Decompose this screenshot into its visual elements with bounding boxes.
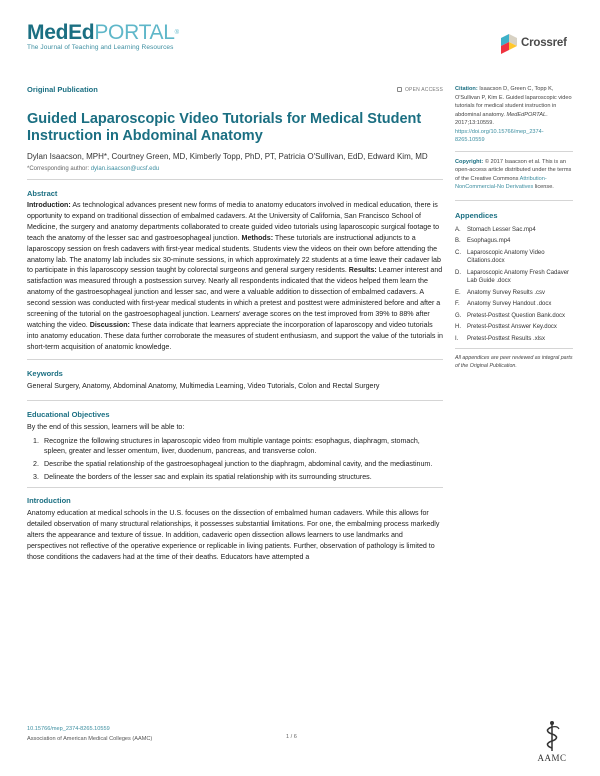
appendix-item[interactable] bbox=[455, 289, 573, 298]
introduction-text: Anatomy education at medical schools in the U.S. focuses on the dissection of embalmed human cadavers. While this allows for detailed observation of many structural relationships, it possesses substantial limitations. For one, the embalming process markedly alters the appearance and texture of tissue. In addition, cadaveric open dissection allows learners to use landmarks and perspectives not reflective of the operative experience or replicable in living patients. Further, observation of pathology is limited to those conditions the cadavers had at the time of their deaths. Educators have attempted a bbox=[27, 509, 440, 561]
crossref-icon bbox=[499, 30, 519, 54]
divider bbox=[27, 179, 443, 180]
copyright-end: license. bbox=[533, 184, 554, 190]
copyright-block bbox=[455, 158, 573, 192]
abstract-results-text: Learner interest and satisfaction was measured through a postsession survey. Nearly all respondents indicated that the videos helped them learn the anatomy of the gastroesophageal junction and lesser sac, and were a valuable addition to dissection of embalmed cadavers. A second session was conducted with first-year medical students in which a pretest and posttest were administered before and after a screening of the tutorial on the gastroesophageal junction. Learners' average scores on the test improved from 39% to 88% after watching the video. bbox=[27, 266, 443, 329]
abstract-discussion-label: Discussion: bbox=[89, 320, 130, 329]
crossref-label: Crossref bbox=[521, 37, 567, 49]
citation-block bbox=[455, 85, 573, 145]
main-column bbox=[27, 85, 443, 563]
list-item bbox=[27, 472, 443, 483]
aamc-label: AAMC bbox=[537, 753, 567, 763]
appendix-item[interactable] bbox=[455, 226, 573, 235]
citation-label: Citation: bbox=[455, 86, 478, 92]
appendix-name: Pretest-Posttest Answer Key.docx bbox=[467, 324, 557, 330]
author-list: Dylan Isaacson, MPH*, Courtney Green, MD, Kimberly Topp, PhD, PT, Patricia O'Sullivan, EdD, Edward Kim, MD bbox=[27, 152, 428, 161]
appendix-name: Pretest-Posttest Results .xlsx bbox=[467, 335, 546, 342]
appendix-item[interactable] bbox=[455, 269, 573, 286]
page-header bbox=[0, 0, 600, 70]
appendix-item[interactable] bbox=[455, 249, 573, 266]
logo-registered-mark: ® bbox=[174, 30, 179, 36]
section-type: Original Publication bbox=[27, 85, 98, 94]
objective-text: Recognize the following structures in laparoscopic video from multiple vantage points: esophagus, diaphragm, stomach, spleen, greater and lesser omentum, liver, duodenum, pancreas, and transverse colon. bbox=[44, 436, 420, 456]
corresponding-label: *Corresponding author: bbox=[27, 166, 91, 172]
abstract-methods-text: These tutorials are instructional adjuncts to a laparoscopy session on fresh cadavers with first-year medical students. Students view the videos on their own before attending the anatomy lab. The anatomy lab includes six 30-minute sessions, in which approximately 22 students at a time leave their cadaver lab to participate in this laparoscopy session taught by colorectal surgeons and general surgery residents. bbox=[27, 233, 441, 275]
abstract-intro-text: As technological advances present new forms of media to anatomy educators involved in medical education, there is opportunity to expand on traditional dissection of embalmed cadavers. At the University of California, San Francisco School of Medicine, the surgery and anatomy departments collaborated to create guided video tutorials using laparoscopic surgical footage to teach the anatomy of the lesser sac and gastroesophageal junction. bbox=[27, 201, 440, 242]
aamc-logo bbox=[528, 720, 576, 765]
license-link[interactable]: Attribution-NonCommercial-No Derivatives bbox=[455, 175, 547, 190]
mededportal-logo[interactable] bbox=[27, 22, 179, 51]
appendix-name: Anatomy Survey Results .csv bbox=[467, 289, 546, 296]
appendix-item[interactable] bbox=[455, 300, 573, 309]
objectives-list bbox=[27, 436, 443, 484]
objective-number: 1. bbox=[33, 436, 39, 445]
appendix-item[interactable] bbox=[455, 312, 573, 321]
appendix-name: Anatomy Survey Handout .docx bbox=[467, 301, 552, 307]
objectives-heading: Educational Objectives bbox=[27, 409, 110, 419]
appendix-letter: E. bbox=[455, 289, 461, 296]
appendix-letter: F. bbox=[455, 301, 460, 307]
objective-text: Describe the spatial relationship of the gastroesophageal junction to the diaphragm, abdominal cavity, and the mediastinum. bbox=[44, 460, 433, 469]
page-footer bbox=[27, 724, 152, 744]
corresponding-author bbox=[27, 166, 443, 172]
caduceus-icon bbox=[528, 720, 576, 752]
logo-portal-text: PORTAL bbox=[94, 21, 175, 44]
appendices-note: All appendices are peer reviewed as integral parts of the Original Publication. bbox=[455, 355, 573, 369]
abstract-discussion-text: These data indicate that learners appreciate the incorporation of laparoscopy and video tutorials into anatomy education. These data further corroborate the measures of student enthusiasm, and support the value of the tutorials in short-term acquisition of anatomic knowledge. bbox=[27, 320, 443, 351]
divider bbox=[27, 400, 443, 401]
list-item bbox=[27, 436, 443, 458]
objective-number: 3. bbox=[33, 473, 39, 482]
footer-org: Association of American Medical Colleges (AAMC) bbox=[27, 736, 153, 742]
appendices-list bbox=[455, 226, 573, 344]
divider bbox=[455, 200, 573, 201]
open-access-label: OPEN ACCESS bbox=[404, 87, 443, 93]
citation-doi-link[interactable]: https://doi.org/10.15766/mep_2374-8265.10559 bbox=[455, 128, 544, 143]
objective-number: 2. bbox=[33, 460, 39, 469]
appendices-heading: Appendices bbox=[455, 210, 498, 220]
appendix-letter: G. bbox=[455, 312, 462, 319]
citation-journal: MedEdPORTAL bbox=[506, 111, 547, 118]
logo-med-text: MedEd bbox=[27, 21, 95, 44]
open-access-badge bbox=[397, 87, 443, 93]
appendix-letter: B. bbox=[455, 238, 461, 244]
copyright-label: Copyright: bbox=[455, 158, 484, 165]
appendix-item[interactable] bbox=[455, 323, 573, 332]
lock-open-icon bbox=[397, 87, 402, 92]
divider bbox=[27, 359, 443, 360]
objective-text: Delineate the borders of the lesser sac and explain its spatial relationship with its surrounding structures. bbox=[44, 473, 372, 482]
abstract-results-label: Results: bbox=[348, 266, 377, 275]
appendix-letter: I. bbox=[455, 335, 459, 342]
appendix-item[interactable] bbox=[455, 335, 573, 344]
appendix-name: Laparoscopic Anatomy Fresh Cadaver Lab Guide .docx bbox=[467, 269, 570, 284]
divider bbox=[455, 348, 573, 349]
page-number: 1 / 6 bbox=[286, 734, 297, 740]
keywords-text: General Surgery, Anatomy, Abdominal Anatomy, Multimedia Learning, Video Tutorials, Colon and Rectal Surgery bbox=[27, 381, 380, 390]
abstract-text bbox=[27, 200, 443, 353]
citation-text: Isaacson D, Green C, Topp K, O'Sullivan P, Kim E. Guided laparoscopic video tutorials for medical student instruction in abdominal anatomy. bbox=[455, 86, 572, 118]
appendix-name: Esophagus.mp4 bbox=[467, 238, 511, 244]
divider bbox=[455, 151, 573, 152]
abstract-methods-label: Methods: bbox=[241, 233, 274, 242]
copyright-text: © 2017 Isaacson et al. This is an open-access article distributed under the terms of the Creative Commons bbox=[455, 158, 572, 182]
appendix-letter: D. bbox=[455, 269, 461, 276]
appendix-name: Stomach Lesser Sac.mp4 bbox=[467, 226, 536, 233]
divider bbox=[27, 487, 443, 488]
appendix-letter: A. bbox=[455, 226, 461, 233]
abstract-heading: Abstract bbox=[27, 189, 58, 198]
sidebar bbox=[455, 85, 573, 370]
appendix-name: Pretest-Posttest Question Bank.docx bbox=[467, 312, 566, 319]
crossref-badge[interactable] bbox=[499, 28, 579, 56]
logo-tagline: The Journal of Teaching and Learning Resources bbox=[27, 44, 174, 51]
appendix-name: Laparoscopic Anatomy Video Citations.docx bbox=[467, 249, 545, 264]
footer-doi-link[interactable]: 10.15766/mep_2374-8265.10559 bbox=[27, 726, 110, 732]
citation-year: . 2017;13:10559. bbox=[455, 111, 548, 126]
appendix-item[interactable] bbox=[455, 237, 573, 246]
introduction-heading: Introduction bbox=[27, 496, 71, 506]
appendix-letter: C. bbox=[455, 249, 461, 256]
objectives-intro: By the end of this session, learners will be able to: bbox=[27, 422, 185, 431]
abstract-intro-label: Introduction: bbox=[27, 201, 71, 209]
keywords-heading: Keywords bbox=[27, 368, 63, 378]
appendix-letter: H. bbox=[455, 324, 461, 330]
article-title: Guided Laparoscopic Video Tutorials for Medical Student Instruction in Abdominal Anatomy bbox=[27, 111, 422, 144]
corresponding-email-link[interactable]: dylan.isaacson@ucsf.edu bbox=[90, 166, 160, 172]
list-item bbox=[27, 459, 443, 470]
